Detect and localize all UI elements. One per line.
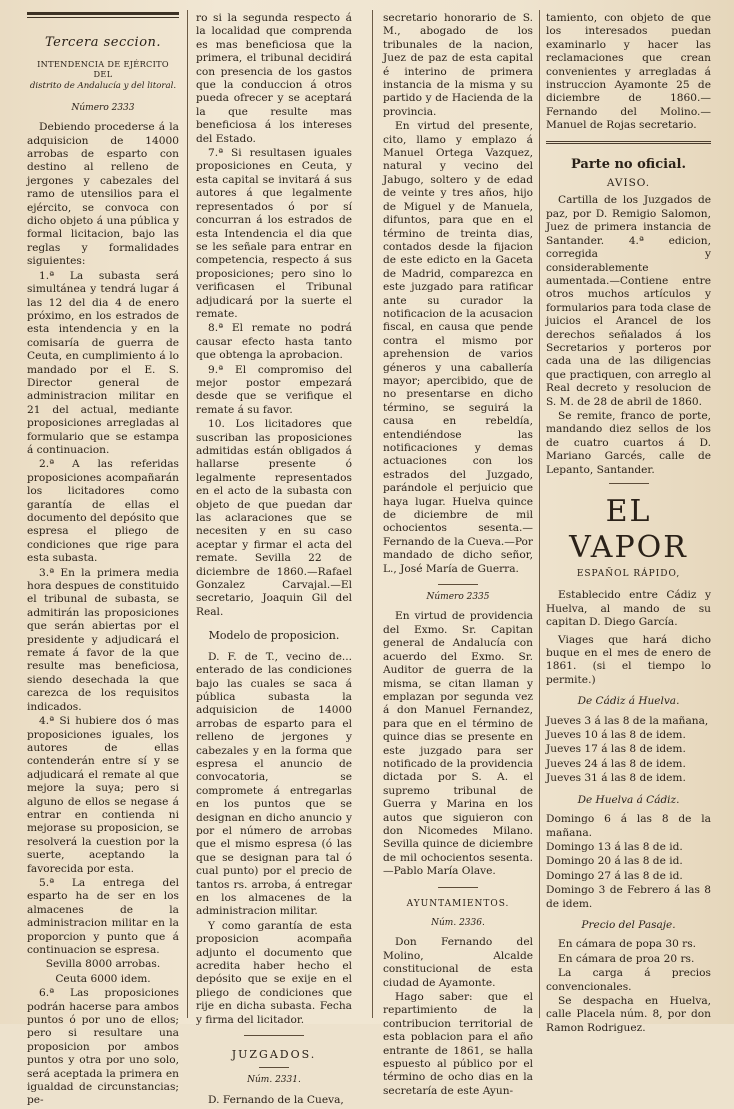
- column-1: [27, 12, 179, 1109]
- notice-number: Núm. 2331.: [247, 1075, 301, 1086]
- delivery-line: Sevilla 8000 arrobas.: [45, 958, 161, 971]
- paragraph: 6.ª Las proposiciones podrán hacerse para ambos puntos ó por uno de ellos; pero si resultare una proposicion por ambos puntos y otra por uno solo, será aceptada la primera en igualdad de circunstancias; pe-: [27, 987, 179, 1107]
- aviso-heading: AVISO.: [606, 177, 651, 190]
- separator: [438, 584, 478, 585]
- paragraph: Viages que hará dicho buque en el mes de enero de 1861. (si el tiempo lo permite.): [546, 633, 711, 686]
- paragraph: 10. Los licitadores que suscriban las proposiciones admitidas están obligados á hallarse presente ó legalmente representados en el acto de la subasta con objeto de que puedan dar las aclaraciones que se necesiten y en su caso aceptar y firmar el acta del remate. Sevilla 22 de diciembre de 1860.—Rafael Gonzalez Carvajal.—El secretario, Joaquin Gil del Real.: [196, 418, 352, 618]
- notice-number: Número 2335: [426, 592, 490, 603]
- separator: [438, 887, 478, 888]
- paragraph: Don Fernando del Molino, Alcalde constitucional de esta ciudad de Ayamonte.: [383, 936, 533, 989]
- vapor-title: EL VAPOR: [569, 494, 688, 565]
- column-3: [383, 12, 533, 1099]
- schedule-line: Jueves 24 á las 8 de idem.: [546, 757, 686, 770]
- vapor-subtitle: ESPAÑOL RÁPIDO,: [576, 569, 681, 579]
- paragraph: En virtud de providencia del Exmo. Sr. Capitan general de Andalucía con acuerdo del Exmo. Sr. Auditor de guerra de la misma, se citan llaman y emplazan por segunda vez á don Manuel Fernandez, para que en el término de quince dias se presente en este juzgado para ser notificado de la providencia dictada por S. A. el supremo tribunal de Guerra y Marina en los autos que siguieron con don Nicomedes Milano. Sevilla quince de diciembre de mil ochocientos sesenta.—Pablo María Olave.: [383, 610, 533, 878]
- schedule-line: Jueves 10 á las 8 de idem.: [546, 729, 686, 742]
- modelo-title: Modelo de proposicion.: [208, 629, 340, 643]
- paragraph: 7.ª Si resultasen iguales proposiciones en Ceuta, y esta capital se invitará á sus autores á que legalmente representados ó por sí concurran á los estrados de esta Intendencia el dia que se les señale para entrar en competencia, respecto á sus proposiciones; pero sino lo verificasen el Tribunal adjudicará por la suerte el remate.: [196, 147, 352, 320]
- paragraph: Debiendo procederse á la adquisicion de 14000 arrobas de esparto con destino al relleno de jergones y cabezales del ramo de utensilios para el ejército, se convoca con dicho objeto á una pública y formal licitacion, bajo las reglas y formalidades siguientes:: [27, 121, 179, 268]
- paragraph: Establecido entre Cádiz y Huelva, al mando de su capitan D. Diego García.: [546, 589, 711, 629]
- juzgados-heading: JUZGADOS.: [231, 1048, 317, 1062]
- top-rule: [27, 12, 179, 18]
- section-title: Tercera seccion.: [44, 35, 162, 50]
- paragraph: tamiento, con objeto de que los interesados puedan examinarlo y hacer las reclamaciones que crean convenientes y arregladas á instruccion Ayamonte 25 de diciembre de 1860.—Fernando del Molino.—Manuel de Rojas secretario.: [546, 12, 711, 132]
- paragraph: ro si la segunda respecto á la localidad que comprenda es mas beneficiosa que la primera, el tribunal decidirá con presencia de los gastos que la conduccion á otros pueda ofrecer y se aceptará la que resulte mas beneficiosa á los intereses del Estado.: [196, 12, 352, 145]
- price-line: En cámara de proa 20 rs.: [558, 952, 695, 965]
- ayuntamientos-heading: AYUNTAMIENTOS.: [406, 898, 510, 909]
- paragraph: D. Fernando de la Cueva,: [208, 1093, 344, 1106]
- column-2: [196, 12, 352, 1108]
- double-rule: [546, 141, 711, 144]
- separator: [609, 483, 649, 484]
- paragraph: Hago saber: que el repartimiento de la contribucion territorial de esta poblacion para el año entrante de 1861, se halla espuesto al público por el término de ocho dias en la secretaría de este Ayun-: [383, 991, 533, 1097]
- schedule-line: Domingo 20 á las 8 de id.: [546, 855, 683, 868]
- paragraph: 2.ª A las referidas proposiciones acompañarán los licitadores como garantía de ellas el documento del depósito que espresa el pliego de condiciones que rige para esta subasta.: [27, 458, 179, 565]
- paragraph: 3.ª En la primera media hora despues de constituido el tribunal de subasta, se admitirán las proposiciones que serán abiertas por el presidente y adjudicará el remate á favor de la que resulte mas beneficiosa, siendo desechada la que carezca de los requisitos indicados.: [27, 566, 179, 713]
- paragraph: Y como garantía de esta proposicion acompaña adjunto el documento que acredita haber hecho el depósito que se exije en el pliego de condiciones que rije en dicha subasta. Fecha y firma del licitador.: [196, 919, 352, 1026]
- paragraph: secretario honorario de S. M., abogado de los tribunales de la nacion, Juez de paz de esta capital é interino de primera instancia de la misma y su partido y de Hacienda de la provincia.: [383, 12, 533, 118]
- paragraph: 5.ª La entrega del esparto ha de ser en los almacenes de la administracion militar en la proporcion y punto que á continuacion se espresa.: [27, 876, 179, 956]
- route-heading: De Huelva á Cádiz.: [577, 793, 680, 806]
- price-line: La carga á precios convencionales.: [546, 967, 711, 993]
- column-divider: [187, 10, 188, 1018]
- schedule-line: Jueves 17 á las 8 de idem.: [546, 743, 686, 756]
- price-line: En cámara de popa 30 rs.: [558, 938, 697, 951]
- paragraph: Cartilla de los Juzgados de paz, por D. Remigio Salomon, Juez de primera instancia de Santander. 4.ª edicion, corregida y considerablemente aumentada.—Contiene entre otros muchos artículos y formularios para toda clase de juicios el Arancel de los derechos señalados á los Secretarios y porteros por cada una de las diligencias que practiquen, con arreglo al Real decreto y resolucion de S. M. de 28 de abril de 1860.: [546, 194, 711, 408]
- paragraph: Se remite, franco de porte, mandando diez sellos de los de cuatro cuartos á D. Mariano Garcés, calle de Lepanto, Santander.: [546, 409, 711, 476]
- parte-no-oficial-heading: Parte no oficial.: [570, 156, 686, 172]
- price-line: Se despacha en Huelva, calle Placela núm. 8, por don Ramon Rodriguez.: [546, 994, 711, 1034]
- column-divider: [372, 10, 373, 1018]
- notice-number: Núm. 2336.: [431, 918, 485, 928]
- route-heading: De Cádiz á Huelva.: [577, 695, 680, 708]
- paragraph: D. F. de T., vecino de... enterado de las condiciones bajo las cuales se saca á pública subasta la adquisicion de 14000 arrobas de esparto para el relleno de jergones y cabezales y en la forma que espresa el anuncio de convocatoria, se compromete á entregarlas en los puntos que se designan en dicho anuncio y por el número de arrobas que el mismo espresa (ó las que se designan para tal ó cual punto) por el precio de tantos rs. arroba, á entregar en los almacenes de la administracion militar.: [196, 650, 352, 918]
- price-heading: Precio del Pasaje.: [581, 918, 676, 931]
- separator: [244, 1035, 304, 1036]
- schedule-line: Jueves 3 á las 8 de la mañana,: [546, 714, 709, 727]
- schedule-line: Domingo 13 á las 8 de id.: [546, 840, 683, 853]
- paragraph: 9.ª El compromiso del mejor postor empezará desde que se verifique el remate á su favor.: [196, 363, 352, 416]
- paragraph: 4.ª Si hubiere dos ó mas proposiciones iguales, los autores de ellas contenderán entre sí y se adjudicará el remate al que mejore la suya; pero si alguno de ellos se negase á entrar en contienda ni mejorase su proposicion, se resolverá la cuestion por la suerte, aceptando la favorecida por esta.: [27, 715, 179, 875]
- separator: [259, 1067, 289, 1068]
- intendencia-heading: INTENDENCIA DE EJÉRCITO DEL: [37, 59, 169, 80]
- column-divider: [539, 10, 540, 1018]
- schedule-line: Domingo 27 á las 8 de id.: [546, 869, 683, 882]
- delivery-line: Ceuta 6000 idem.: [55, 972, 151, 985]
- column-4: [546, 12, 711, 1036]
- paragraph: En virtud del presente, cito, llamo y emplazo á Manuel Ortega Vazquez, natural y vecino del Jabugo, soltero y de edad de veinte y tres años, hijo de Miguel y de Manuela, difuntos, para que en el término de treinta dias, contados desde la fijacion de este edicto en la Gaceta de Madrid, comparezca en este juzgado para ratificar ante su curador la notificacion de la acusacion fiscal, en causa que pende contra el mismo por aprehension de varios géneros y una caballería mayor; apercibido, que de no presentarse en dicho término, se seguirá la causa en rebeldía, entendiéndose las notificaciones y demas actuaciones con los estrados del Juzgado, parándole el perjuicio que haya lugar. Huelva quince de diciembre de mil ochocientos sesenta.—Fernando de la Cueva.—Por mandado de dicho señor, L., José María de Guerra.: [383, 120, 533, 575]
- schedule-line: Domingo 3 de Febrero á las 8 de idem.: [546, 884, 711, 910]
- schedule-line: Domingo 6 á las 8 de la mañana.: [546, 813, 711, 839]
- schedule-line: Jueves 31 á las 8 de idem.: [546, 772, 686, 785]
- paragraph: 1.ª La subasta será simultánea y tendrá lugar á las 12 del dia 4 de enero próximo, en los estrados de esta intendencia y en la comisaría de guerra de Ceuta, en cumplimiento á lo mandado por el E. S. Director general de administracion militar en 21 del actual, mediante proposiciones arregladas al formulario que se estampa á continuacion.: [27, 269, 179, 456]
- paragraph: 8.ª El remate no podrá causar efecto hasta tanto que obtenga la aprobacion.: [196, 322, 352, 362]
- intendencia-subheading: distrito de Andalucía y del litoral.: [29, 81, 177, 92]
- notice-number: Número 2333: [71, 102, 135, 113]
